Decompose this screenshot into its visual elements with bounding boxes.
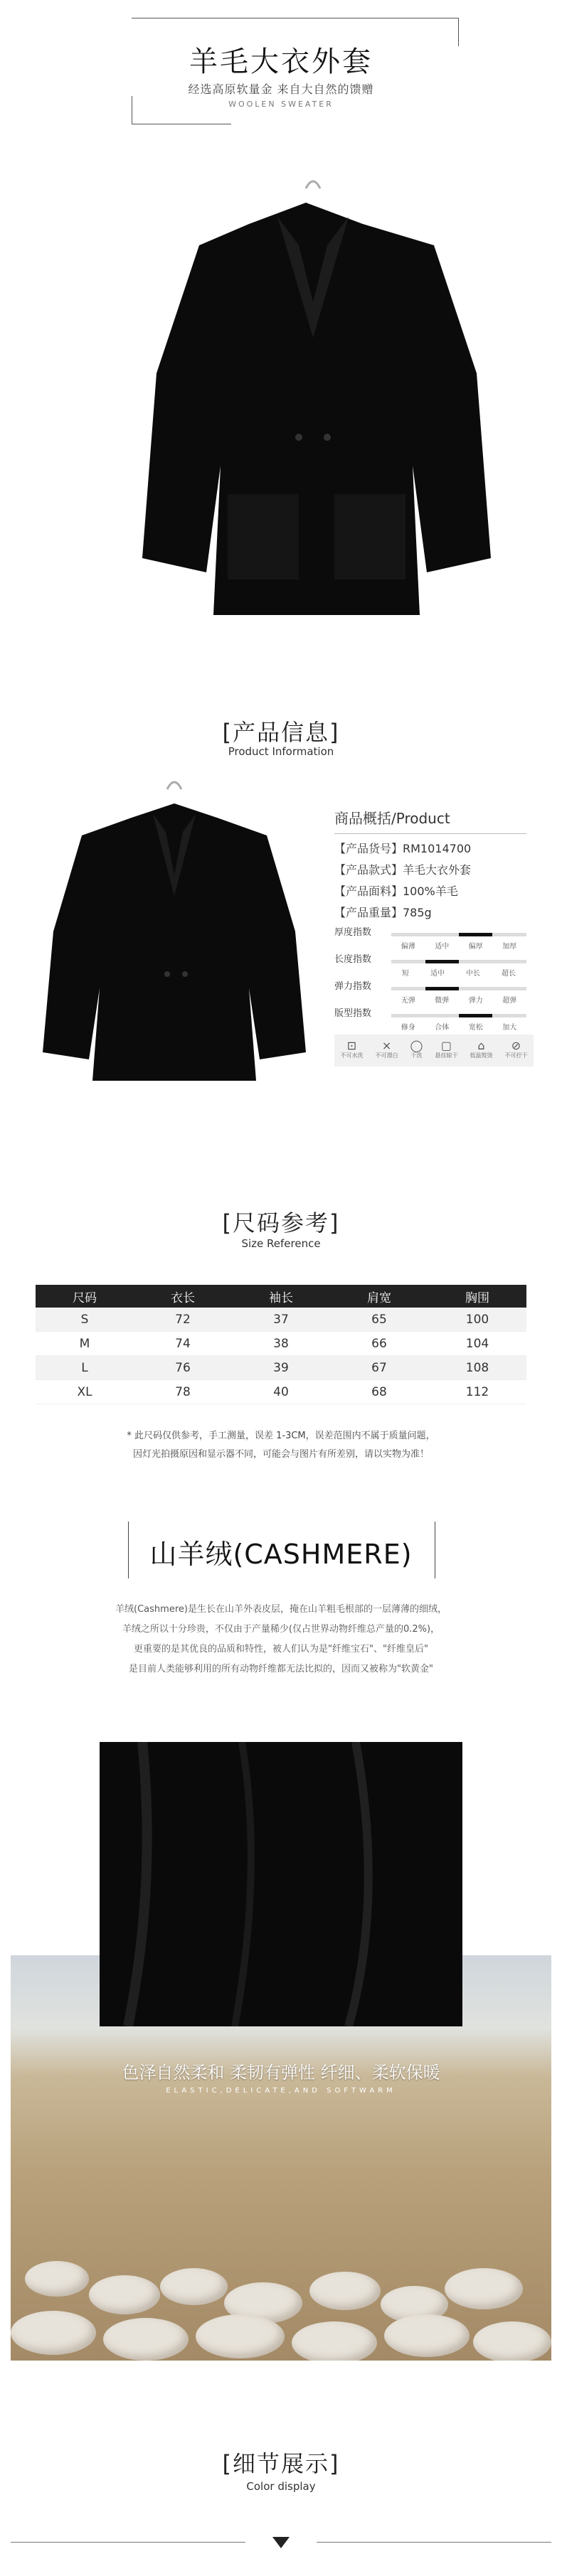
section-title-size: [尺码参考] xyxy=(222,1209,340,1236)
fabric-closeup-photo xyxy=(100,1742,462,2026)
cashmere-description: 羊绒(Cashmere)是生长在山羊外表皮层，掩在山羊粗毛根部的一层薄薄的细绒， 羊绒之所以十分珍贵，不仅由于产量稀少(仅占世界动物纤维总产量的0.2%)， 更重要的是其优良的品质和特性，被人们认为是"纤维宝石"、"纤维皇后" 是目前人类能够利用的所有动物纤维都无法比拟的，因而又被称为"软黄金" xyxy=(115,1604,447,1674)
tumble-icon: ▢ 悬挂晾干 xyxy=(435,1038,458,1059)
table-row: L 76 39 67 108 xyxy=(36,1356,526,1380)
page-title: 羊毛大衣外套 xyxy=(189,46,373,78)
table-row: M 74 38 66 104 xyxy=(36,1332,526,1356)
section-title-info: [产品信息] xyxy=(222,719,340,746)
bleach-icon: ⨯ 不可漂白 xyxy=(375,1038,398,1059)
scale-fit: 版型指数 修身 合体 宽松 加大 xyxy=(334,1005,534,1031)
divider xyxy=(334,833,526,834)
size-note: * 此尺码仅供参考，手工测量，误差 1-3CM，误差范围内不属于质量问题， 因灯光拍摄原因和显示器不同，可能会与图片有所差别，请以实物为准！ xyxy=(127,1431,435,1460)
cashmere-title: 山羊绒(CASHMERE) xyxy=(149,1539,413,1570)
iron-icon: ⌂ 低温熨烫 xyxy=(470,1038,493,1059)
scale-thickness: 厚度指数 偏薄 适中 偏厚 加厚 xyxy=(334,924,534,950)
table-row: S 72 37 65 100 xyxy=(36,1308,526,1332)
wash-icon: ⊡ 不可水洗 xyxy=(340,1038,364,1059)
product-row-style: 【产品款式】羊毛大衣外套 xyxy=(334,863,472,877)
section-en-info: Product Information xyxy=(228,745,334,758)
section-title-detail: [细节展示] xyxy=(222,2450,340,2477)
product-heading: 商品概括/Product xyxy=(334,810,450,827)
dryclean-icon: ◯ 干洗 xyxy=(410,1038,423,1059)
cashmere-tagline-en: ELASTIC,DELICATE,AND SOFTWARM xyxy=(166,2087,396,2095)
product-row-weight: 【产品重量】785g xyxy=(334,906,432,919)
product-row-sku: 【产品货号】RM1014700 xyxy=(334,842,472,855)
table-row: XL 78 40 68 112 xyxy=(36,1380,526,1404)
section-en-detail: Color display xyxy=(246,2480,316,2493)
size-table xyxy=(36,1285,526,1404)
scale-elasticity: 弹力指数 无弹 微弹 弹力 超弹 xyxy=(334,978,534,1004)
arrow-down-icon xyxy=(272,2537,290,2548)
divider xyxy=(317,2542,551,2543)
product-coat-photo xyxy=(32,768,317,1095)
page-en-subtitle: WOOLEN SWEATER xyxy=(228,100,334,109)
page-subtitle: 经选高原软量金 来自大自然的馈赠 xyxy=(188,82,374,96)
hero-coat-photo xyxy=(92,160,534,658)
product-info-panel xyxy=(334,807,526,924)
cashmere-tagline: 色泽自然柔和 柔韧有弹性 纤细、柔软保暖 xyxy=(122,2063,440,2083)
divider xyxy=(11,2542,245,2543)
care-instructions xyxy=(334,1035,534,1067)
scale-length: 长度指数 短 适中 中长 超长 xyxy=(334,951,534,977)
size-table-header: 尺码 衣长 袖长 肩宽 胸围 xyxy=(36,1285,526,1308)
section-en-size: Size Reference xyxy=(241,1237,321,1250)
product-row-fabric: 【产品面料】100%羊毛 xyxy=(334,885,458,898)
wring-icon: ⊘ 不可拧干 xyxy=(504,1038,528,1059)
